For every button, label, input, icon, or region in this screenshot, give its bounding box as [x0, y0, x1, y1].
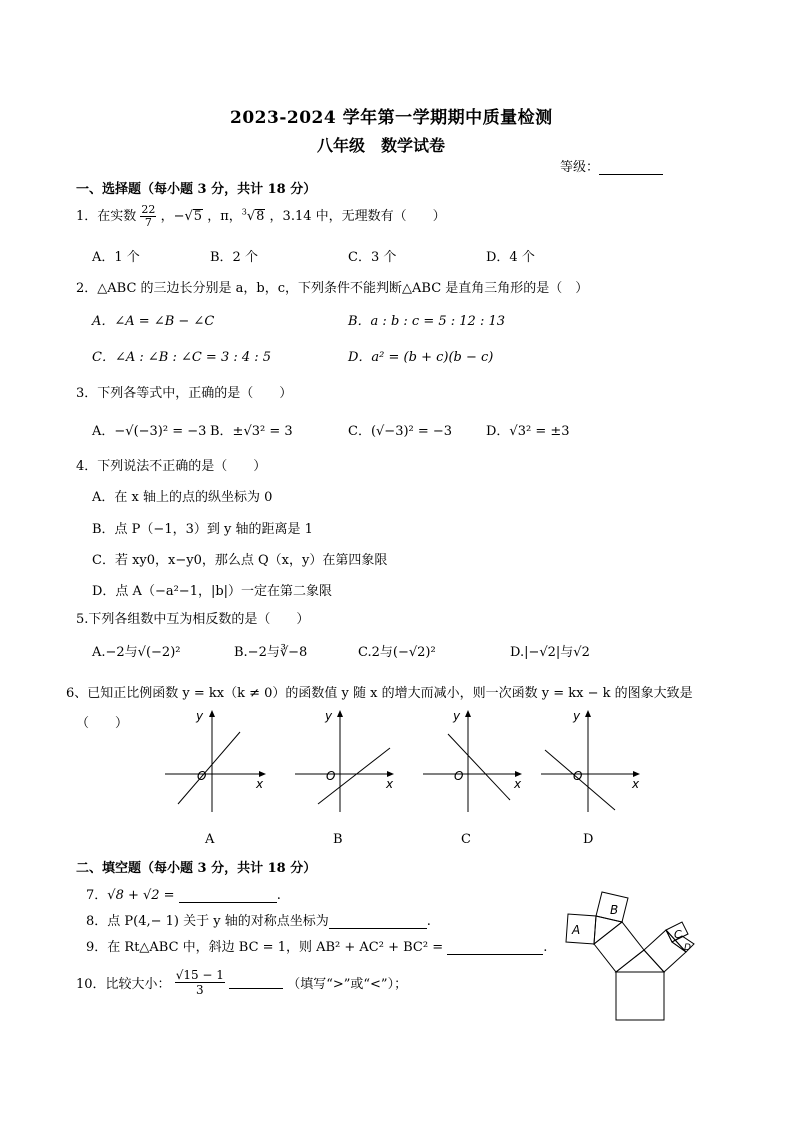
- grade-field: [560, 156, 663, 175]
- q10: [76, 968, 407, 997]
- axis-x-label: x: [632, 777, 640, 791]
- q1-suffix: ，3.14 中，无理数有（ ）: [269, 209, 446, 224]
- q2-stem: 2．△ABC 的三边长分别是 a，b，c，下列条件不能判断△ABC 是直角三角形的是（ ）: [76, 281, 589, 296]
- q8-answer-blank[interactable]: [329, 916, 427, 929]
- graph-label-d[interactable]: D: [583, 832, 594, 847]
- fig-label-d: D: [684, 943, 691, 953]
- q4-option-c[interactable]: C．若 xy0，x−y0，那么点 Q（x，y）在第四象限: [92, 553, 388, 568]
- q4-option-b[interactable]: B．点 P（−1，3）到 y 轴的距离是 1: [92, 522, 313, 537]
- q1-option-c[interactable]: C．3 个: [348, 250, 397, 265]
- q5-stem: 5.下列各组数中互为相反数的是（ ）: [76, 612, 310, 627]
- q5-option-c[interactable]: C.2与(−√2)²: [358, 645, 436, 660]
- fig-label-a: A: [572, 923, 581, 937]
- q3-option-a[interactable]: A．−√(−3)² = −3: [92, 424, 207, 439]
- origin-label: O: [454, 769, 464, 783]
- q1-sqrt5: 5: [193, 209, 203, 224]
- q3-option-b[interactable]: B．±√3² = 3: [210, 424, 293, 439]
- page-subtitle: 八年级 数学试卷: [317, 136, 446, 155]
- q1-cbrt8: 8: [256, 209, 265, 224]
- q2-option-c[interactable]: C．∠A : ∠B : ∠C = 3 : 4 : 5: [92, 350, 272, 365]
- q5-option-b[interactable]: B.−2与∛−8: [234, 645, 308, 660]
- graph-c: [423, 709, 522, 812]
- section1-title: 一、选择题（每小题 3 分，共计 18 分）: [76, 182, 317, 197]
- q3-option-d[interactable]: D．√3² = ±3: [486, 424, 570, 439]
- q9-suffix: .: [543, 940, 548, 955]
- graph-a: [165, 709, 266, 812]
- sqrt-sign: √: [184, 209, 193, 224]
- origin-label: O: [197, 769, 207, 783]
- q1-mid2: ，π，: [207, 209, 242, 224]
- q10-suffix: （填写“>”或“<”）；: [287, 977, 408, 992]
- q1-option-b[interactable]: B．2 个: [210, 250, 258, 265]
- grade-blank: [599, 162, 663, 175]
- q10-answer-blank[interactable]: [229, 976, 283, 989]
- q9: [86, 936, 547, 955]
- q3-option-c[interactable]: C．(√−3)² = −3: [348, 424, 453, 439]
- q10-prefix: 10．比较大小：: [76, 977, 171, 992]
- q1-cbrt-index: 3: [241, 207, 247, 217]
- q9-answer-blank[interactable]: [447, 942, 543, 955]
- q4-option-d[interactable]: D．点 A（−a²−1，|b|）一定在第二象限: [92, 584, 333, 599]
- fig-label-c: C: [674, 928, 682, 941]
- axis-y-label: y: [573, 709, 581, 723]
- page-title: 2023-2024 学年第一学期期中质量检测: [230, 108, 553, 128]
- q8-text: 8．点 P(4,− 1) 关于 y 轴的对称点坐标为: [86, 914, 329, 929]
- q4-stem: 4．下列说法不正确的是（ ）: [76, 459, 267, 474]
- q8-suffix: .: [426, 914, 431, 929]
- axis-x-label: x: [514, 777, 522, 791]
- graph-d: [541, 709, 640, 812]
- q6-graphs: [0, 700, 794, 860]
- q10-fraction: $\frac{√15 - 1}{3}$: [175, 968, 224, 997]
- q5-option-a[interactable]: A.−2与√(−2)²: [92, 645, 181, 660]
- axis-y-label: y: [196, 709, 204, 723]
- q1-fraction: $\frac{22}{7}$: [141, 203, 156, 229]
- q3-stem: 3．下列各等式中，正确的是（ ）: [76, 386, 293, 401]
- q7-suffix: .: [276, 888, 281, 903]
- axis-x-label: x: [386, 777, 394, 791]
- pythagoras-figure: [560, 886, 710, 1026]
- q1-prefix: 1．在实数: [76, 209, 137, 224]
- axis-y-label: y: [453, 709, 461, 723]
- sqrt-sign: √: [246, 209, 256, 224]
- axis-x-label: x: [256, 777, 264, 791]
- graph-b: [295, 709, 394, 812]
- graph-label-a[interactable]: A: [205, 832, 215, 847]
- q6-paren: （ ）: [76, 716, 129, 731]
- q4-option-a[interactable]: A．在 x 轴上的点的纵坐标为 0: [92, 490, 273, 505]
- q7: [86, 884, 281, 903]
- q7-expr: √8 + √2 =: [107, 888, 175, 903]
- q8: [86, 910, 431, 929]
- origin-label: O: [573, 769, 583, 783]
- section2-title: 二、填空题（每小题 3 分，共计 18 分）: [76, 861, 317, 876]
- q6-stem: 6、已知正比例函数 y = kx（k ≠ 0）的函数值 y 随 x 的增大而减小，则一次函数 y = kx − k 的图象大致是: [66, 686, 693, 701]
- q7-answer-blank[interactable]: [179, 890, 277, 903]
- fig-label-b: B: [610, 903, 619, 917]
- q1-stem: [76, 204, 446, 229]
- q1-option-d[interactable]: D．4 个: [486, 250, 535, 265]
- graph-label-c[interactable]: C: [461, 832, 471, 847]
- q2-option-a[interactable]: A．∠A = ∠B − ∠C: [92, 314, 215, 329]
- q5-option-d[interactable]: D.|−√2|与√2: [510, 645, 590, 660]
- q2-option-d[interactable]: D．a² = (b + c)(b − c): [348, 350, 494, 365]
- q7-prefix: 7．: [86, 888, 108, 903]
- q2-option-b[interactable]: B．a : b : c = 5 : 12 : 13: [348, 314, 505, 329]
- q9-text: 9．在 Rt△ABC 中，斜边 BC = 1，则 AB² + AC² + BC² =: [86, 940, 444, 955]
- grade-label: 等级：: [560, 160, 600, 175]
- origin-label: O: [326, 769, 336, 783]
- axis-y-label: y: [325, 709, 333, 723]
- q1-option-a[interactable]: A．1 个: [92, 250, 140, 265]
- q1-mid1: ，−: [160, 209, 185, 224]
- graph-label-b[interactable]: B: [333, 832, 343, 847]
